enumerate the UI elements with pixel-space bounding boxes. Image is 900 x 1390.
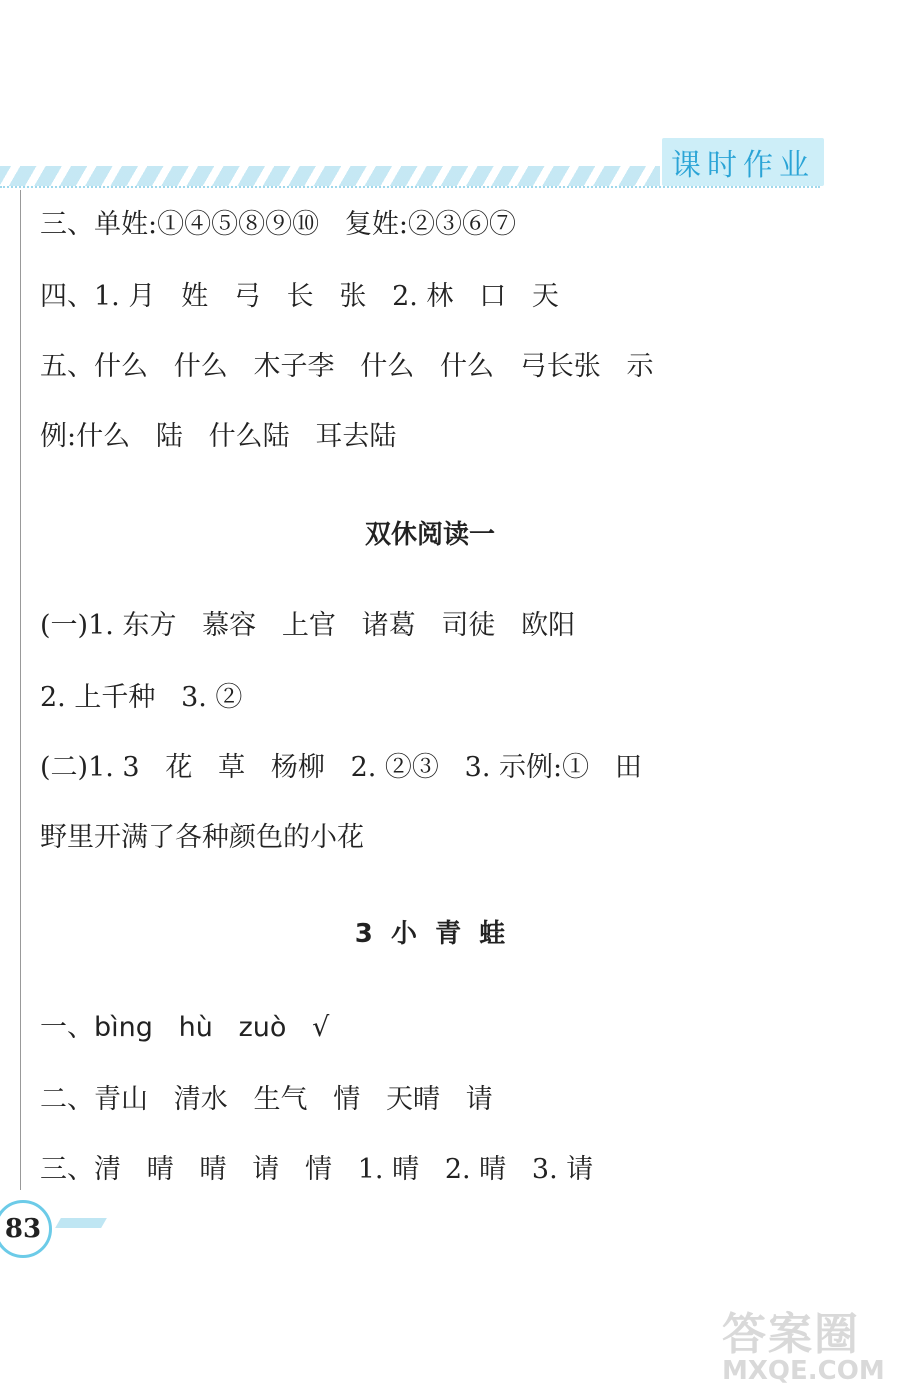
answer-line-san: 三、单姓:①④⑤⑧⑨⑩ 复姓:②③⑥⑦	[40, 209, 516, 240]
reading-line-1: (一)1. 东方 慕容 上官 诸葛 司徒 欧阳	[40, 610, 576, 641]
watermark	[722, 1298, 892, 1386]
header-divider	[0, 186, 820, 188]
watermark-logo: 答案圈	[722, 1309, 860, 1360]
lesson-line-2: 二、青山 清水 生气 情 天晴 请	[40, 1084, 493, 1115]
lesson-line-1-prefix: 一、	[40, 1012, 94, 1043]
watermark-url: MXQE.COM	[722, 1356, 885, 1386]
lesson-line-1	[40, 1005, 329, 1044]
section-title-lesson: 3 小 青 蛙	[354, 919, 506, 949]
answer-line-si: 四、1. 月 姓 弓 长 张 2. 林 口 天	[40, 281, 559, 312]
section-title-reading: 双休阅读一	[364, 520, 495, 550]
header-title: 课时作业	[662, 138, 824, 186]
reading-line-3: (二)1. 3 花 草 杨柳 2. ②③ 3. 示例:① 田	[40, 752, 642, 783]
page-number: 83	[0, 1200, 52, 1258]
page-number-stripe	[55, 1218, 107, 1228]
answer-line-wu-cont: 例:什么 陆 什么陆 耳去陆	[40, 421, 397, 452]
answer-line-wu: 五、什么 什么 木子李 什么 什么 弓长张 示	[40, 351, 654, 382]
lesson-line-1-pinyin: bìng hù zuò √	[94, 1012, 330, 1043]
header-stripe	[0, 166, 660, 186]
lesson-line-3: 三、清 晴 晴 请 情 1. 晴 2. 晴 3. 请	[40, 1154, 594, 1185]
reading-line-4: 野里开满了各种颜色的小花	[40, 822, 364, 853]
reading-line-2: 2. 上千种 3. ②	[40, 682, 243, 713]
margin-line	[20, 190, 21, 1190]
